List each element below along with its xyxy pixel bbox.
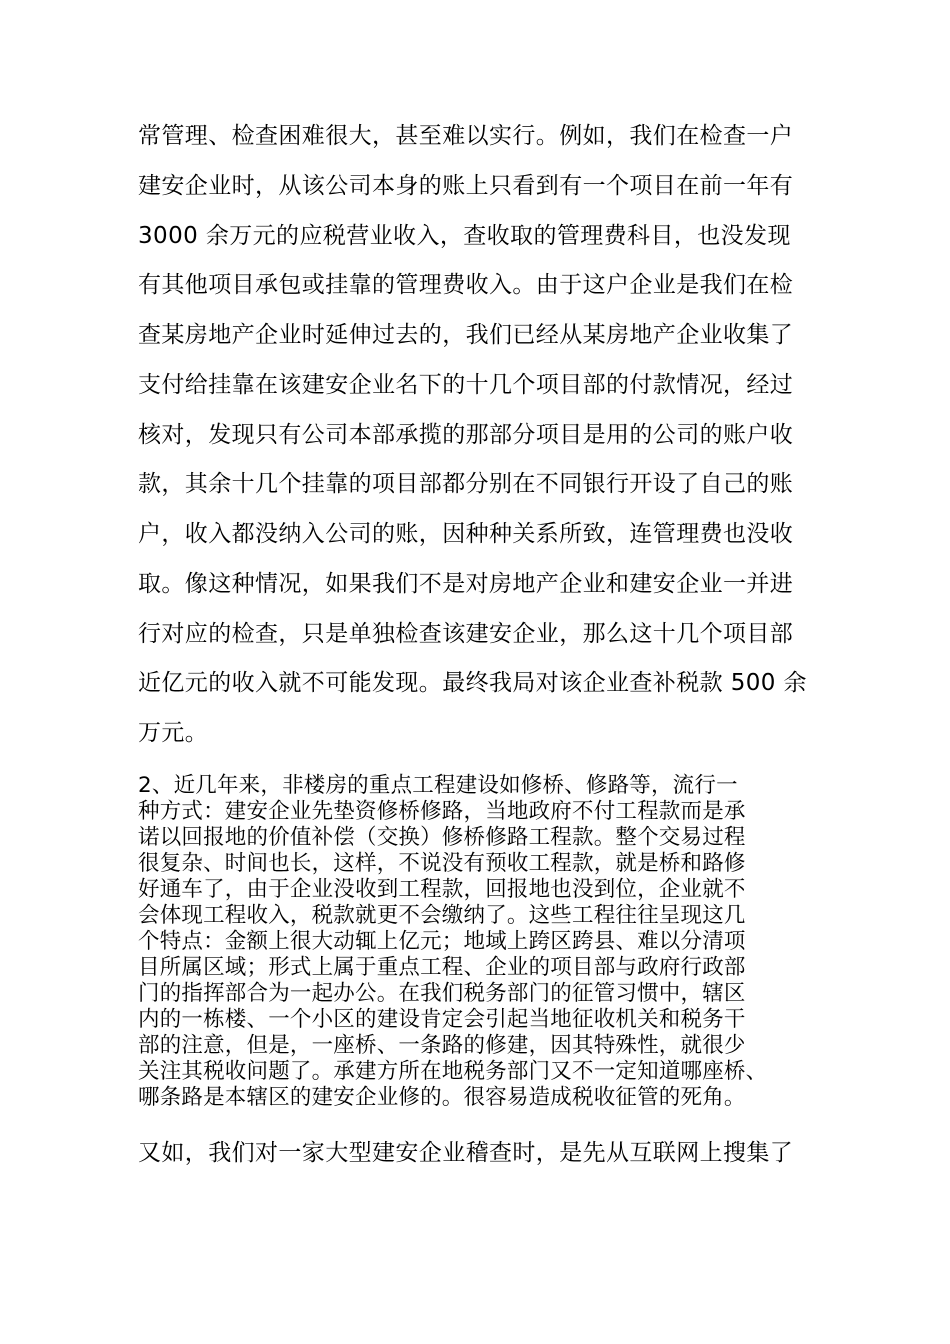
- paragraph-2-line: 哪条路是本辖区的建安企业修的。很容易造成税收征管的死角。: [138, 1085, 746, 1110]
- paragraph-1-line: 近亿元的收入就不可能发现。最终我局对该企业查补税款 500 余: [138, 670, 807, 696]
- paragraph-1-line: 行对应的检查，只是单独检查该建安企业，那么这十几个项目部: [138, 621, 794, 647]
- paragraph-2-line: 2、近几年来，非楼房的重点工程建设如修桥、修路等，流行一: [138, 773, 738, 798]
- paragraph-1-line: 核对，发现只有公司本部承揽的那部分项目是用的公司的账户收: [138, 422, 794, 448]
- paragraph-1-line: 户，收入都没纳入公司的账，因种种关系所致，连管理费也没收: [138, 521, 794, 547]
- paragraph-2-line: 关注其税收问题了。承建方所在地税务部门又不一定知道哪座桥、: [138, 1059, 768, 1084]
- paragraph-2-line: 诺以回报地的价值补偿（交换）修桥修路工程款。整个交易过程: [138, 825, 746, 850]
- paragraph-1-line: 建安企业时，从该公司本身的账上只看到有一个项目在前一年有: [138, 173, 794, 199]
- paragraph-2-line: 很复杂、时间也长，这样，不说没有预收工程款，就是桥和路修: [138, 851, 746, 876]
- paragraph-1-line: 常管理、检查困难很大，甚至难以实行。例如，我们在检查一户: [138, 123, 794, 149]
- paragraph-1-line: 3000 余万元的应税营业收入，查收取的管理费科目，也没发现: [138, 223, 791, 249]
- paragraph-2-line: 门的指挥部合为一起办公。在我们税务部门的征管习惯中，辖区: [138, 981, 746, 1006]
- paragraph-1-line: 取。像这种情况，如果我们不是对房地产企业和建安企业一并进: [138, 571, 794, 597]
- paragraph-1-line: 支付给挂靠在该建安企业名下的十几个项目部的付款情况，经过: [138, 372, 794, 398]
- paragraph-1-line: 万元。: [138, 720, 209, 746]
- paragraph-2-line: 个特点：金额上很大动辄上亿元；地域上跨区跨县、难以分清项: [138, 929, 746, 954]
- paragraph-1-line: 查某房地产企业时延伸过去的，我们已经从某房地产企业收集了: [138, 322, 794, 348]
- paragraph-2-line: 目所属区域；形式上属于重点工程、企业的项目部与政府行政部: [138, 955, 746, 980]
- paragraph-3-line: 又如，我们对一家大型建安企业稽查时，是先从互联网上搜集了: [138, 1140, 794, 1166]
- paragraph-2-line: 好通车了，由于企业没收到工程款，回报地也没到位，企业就不: [138, 877, 746, 902]
- paragraph-1-line: 款，其余十几个挂靠的项目部都分别在不同银行开设了自己的账: [138, 471, 794, 497]
- paragraph-2-line: 部的注意，但是，一座桥、一条路的修建，因其特殊性，就很少: [138, 1033, 746, 1058]
- paragraph-2-line: 内的一栋楼、一个小区的建设肯定会引起当地征收机关和税务干: [138, 1007, 746, 1032]
- paragraph-2-line: 会体现工程收入，税款就更不会缴纳了。这些工程往往呈现这几: [138, 903, 746, 928]
- paragraph-1-line: 有其他项目承包或挂靠的管理费收入。由于这户企业是我们在检: [138, 272, 794, 298]
- paragraph-2-line: 种方式：建安企业先垫资修桥修路，当地政府不付工程款而是承: [138, 799, 746, 824]
